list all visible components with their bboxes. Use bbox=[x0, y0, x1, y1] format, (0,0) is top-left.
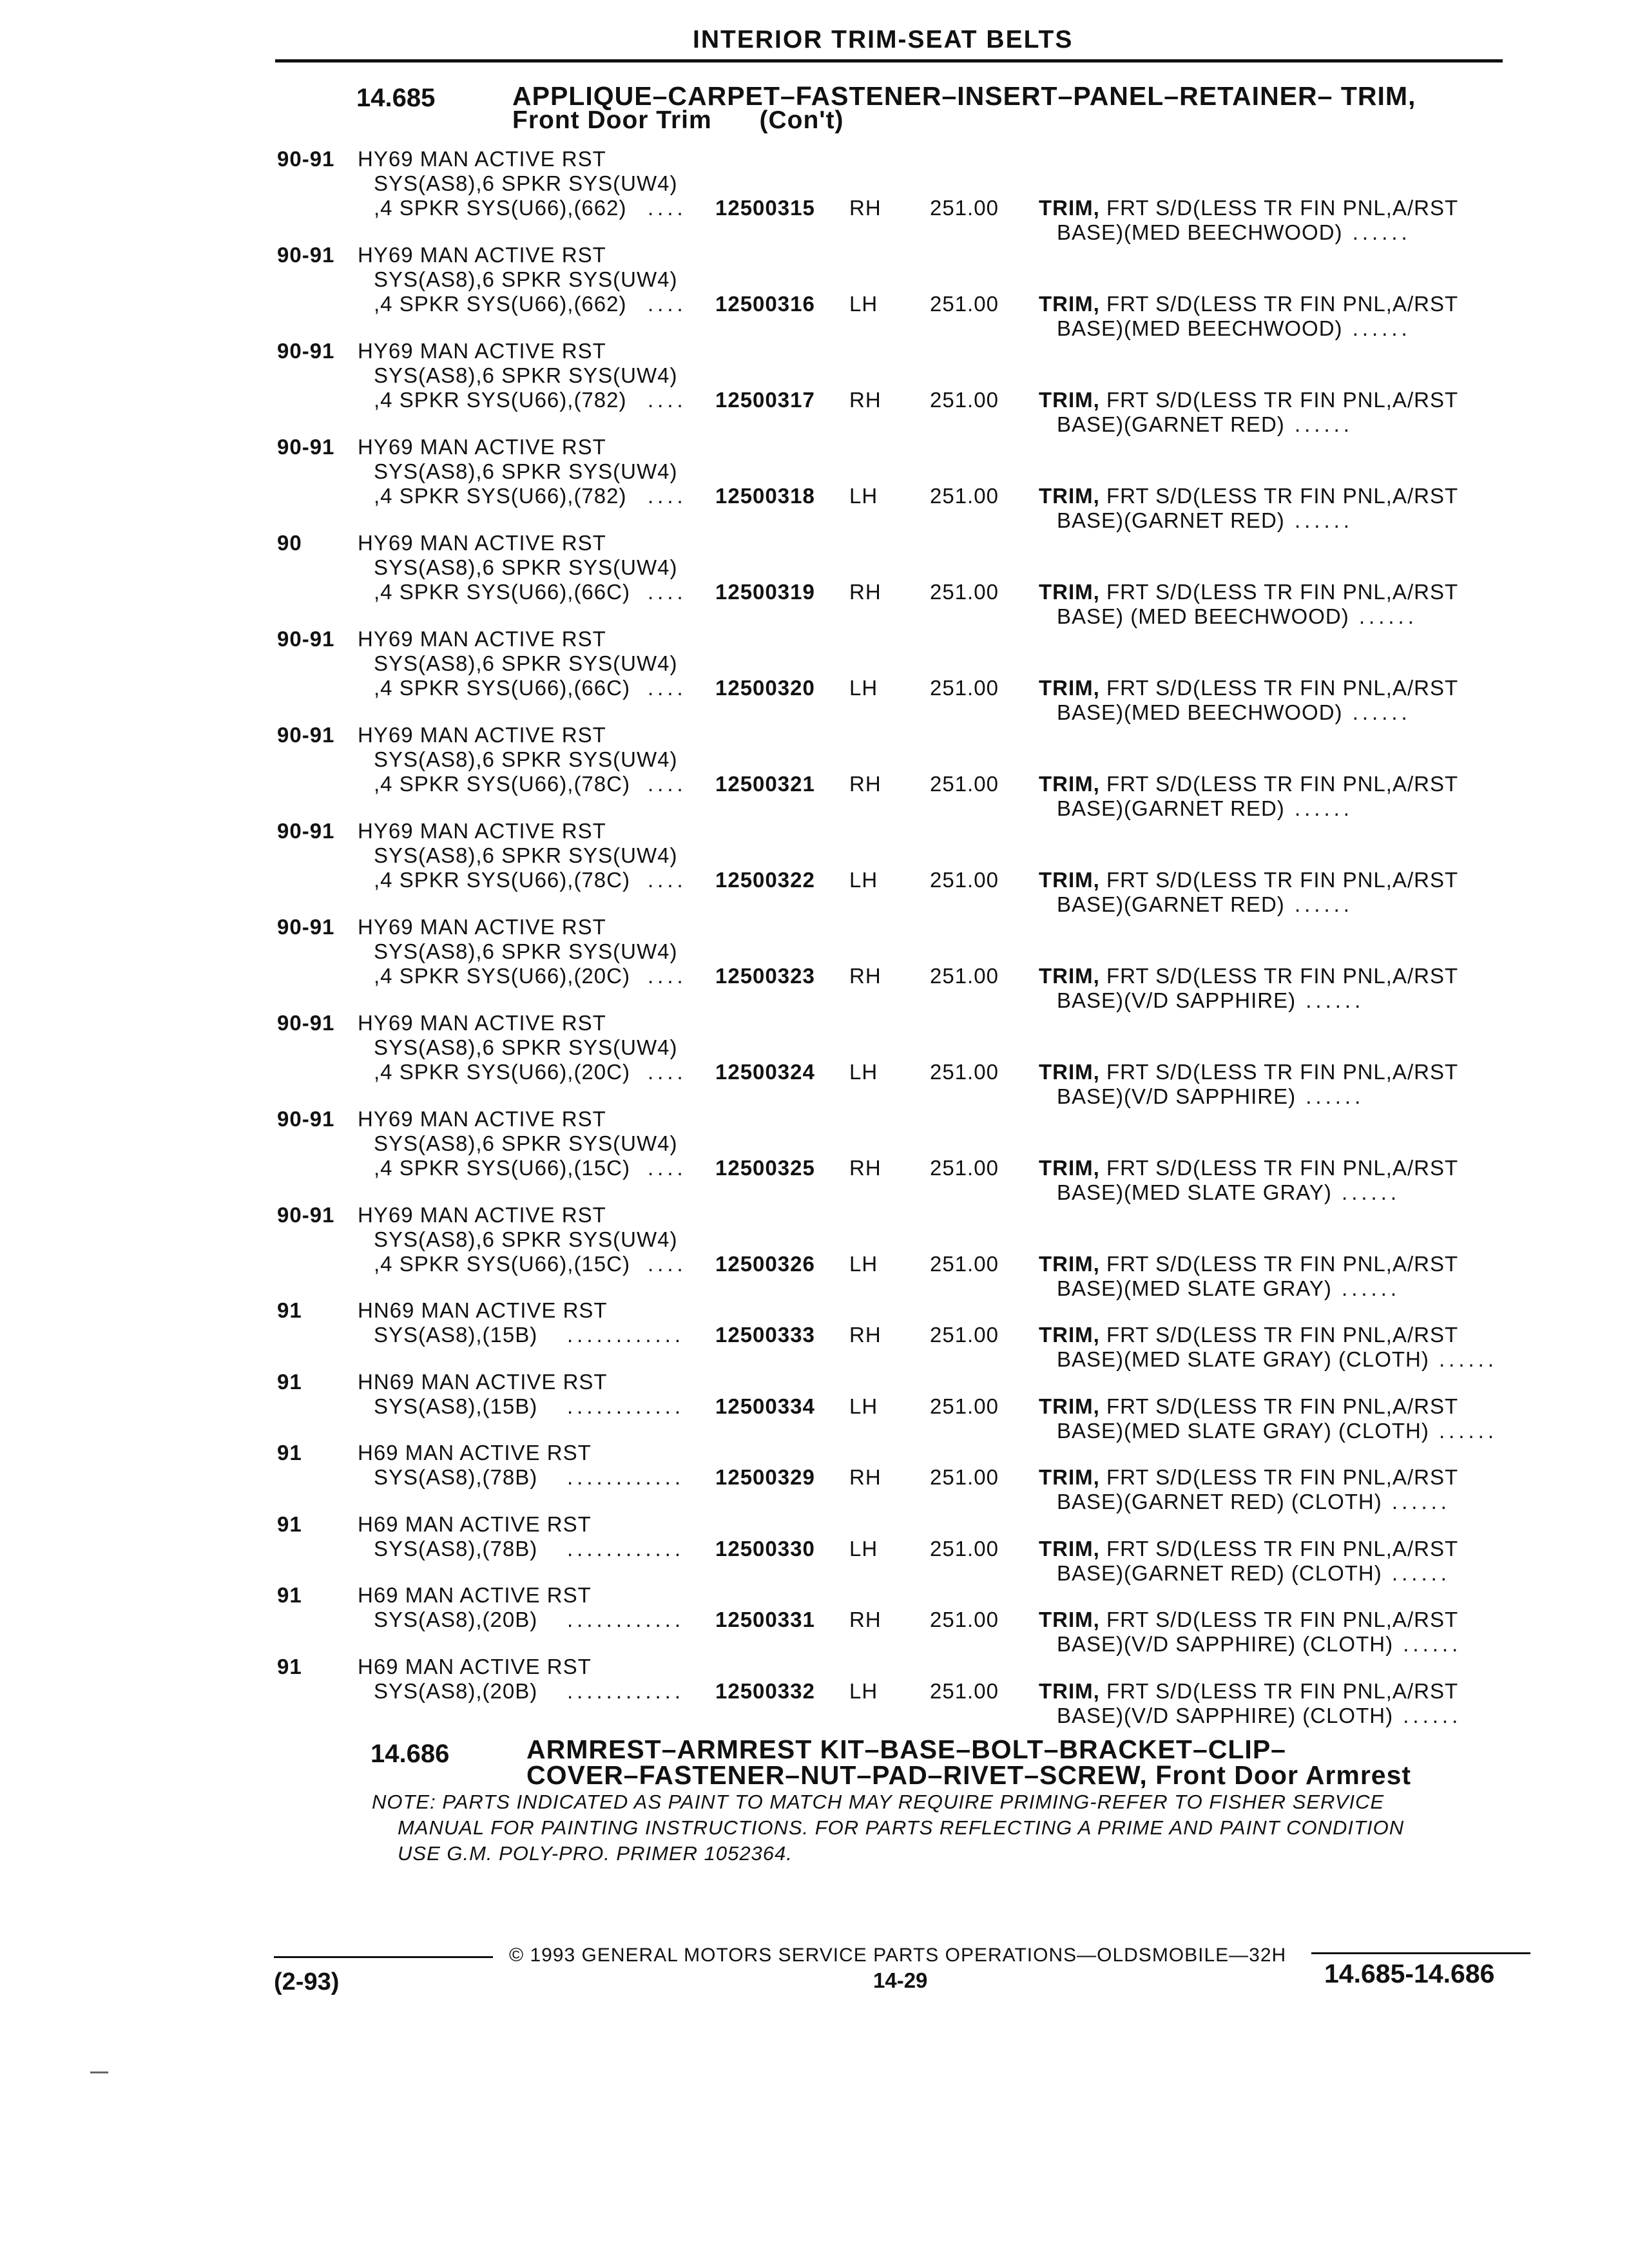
leader-dots: .... bbox=[648, 772, 687, 796]
leader-dots: .... bbox=[648, 1252, 687, 1276]
model-description: ,4 SPKR SYS(U66),(78C) bbox=[374, 868, 630, 892]
part-description-text: BASE)(GARNET RED) (CLOTH) bbox=[1057, 1561, 1382, 1585]
part-description-line1 bbox=[1039, 1465, 1458, 1490]
leader-dots: ...... bbox=[1296, 988, 1365, 1012]
footer-date: (2-93) bbox=[274, 1968, 340, 1995]
part-type: TRIM, bbox=[1039, 1156, 1100, 1180]
part-type: TRIM, bbox=[1039, 196, 1100, 220]
scan-mark bbox=[90, 2071, 108, 2073]
leader-dots: ...... bbox=[1429, 1418, 1498, 1443]
part-description-text: FRT S/D(LESS TR FIN PNL,A/RST bbox=[1106, 292, 1459, 316]
model-year: 90-91 bbox=[277, 915, 335, 939]
part-price: 251.00 bbox=[930, 1465, 999, 1489]
model-description: SYS(AS8),(15B) bbox=[374, 1394, 538, 1418]
part-type: TRIM, bbox=[1039, 964, 1100, 988]
model-description: H69 MAN ACTIVE RST bbox=[358, 1512, 592, 1536]
part-number: 12500330 bbox=[715, 1536, 815, 1561]
part-price: 251.00 bbox=[930, 1060, 999, 1084]
part-description-text: BASE)(MED BEECHWOOD) bbox=[1057, 316, 1343, 340]
part-description-text: FRT S/D(LESS TR FIN PNL,A/RST bbox=[1106, 1678, 1459, 1703]
footer-copyright: © 1993 GENERAL MOTORS SERVICE PARTS OPERATIONS—OLDSMOBILE—32H bbox=[509, 1945, 1287, 1966]
model-description: HN69 MAN ACTIVE RST bbox=[358, 1369, 608, 1394]
model-description: HY69 MAN ACTIVE RST bbox=[358, 339, 606, 363]
part-type: TRIM, bbox=[1039, 292, 1100, 316]
part-description-line1 bbox=[1039, 1537, 1458, 1561]
leader-dots: ...... bbox=[1284, 508, 1353, 532]
part-number: 12500316 bbox=[715, 292, 815, 316]
leader-dots: ............ bbox=[567, 1678, 685, 1703]
part-type: TRIM, bbox=[1039, 1060, 1100, 1084]
part-number: 12500326 bbox=[715, 1252, 815, 1276]
leader-dots: ............ bbox=[567, 1536, 685, 1561]
part-description-text: BASE)(GARNET RED) bbox=[1057, 508, 1285, 532]
part-description-line2 bbox=[1057, 1490, 1451, 1514]
part-description-text: FRT S/D(LESS TR FIN PNL,A/RST bbox=[1106, 1394, 1459, 1418]
part-price: 251.00 bbox=[930, 1156, 999, 1180]
part-description-line2 bbox=[1057, 1632, 1461, 1657]
leader-dots: .... bbox=[648, 1156, 687, 1180]
part-description-line1 bbox=[1039, 1679, 1458, 1704]
model-description: SYS(AS8),(78B) bbox=[374, 1536, 538, 1561]
part-description-line2 bbox=[1057, 1704, 1461, 1728]
leader-dots: .... bbox=[648, 580, 687, 604]
footer-rule-left bbox=[274, 1956, 493, 1958]
leader-dots: ............ bbox=[567, 1608, 685, 1631]
model-year: 90-91 bbox=[277, 147, 335, 171]
part-number: 12500315 bbox=[715, 196, 815, 220]
part-number: 12500329 bbox=[715, 1465, 815, 1489]
part-number: 12500318 bbox=[715, 484, 815, 508]
section-continued-label: (Con't) bbox=[759, 106, 844, 134]
part-description-text: BASE)(MED SLATE GRAY) (CLOTH) bbox=[1057, 1418, 1429, 1443]
part-description-text: FRT S/D(LESS TR FIN PNL,A/RST bbox=[1106, 388, 1459, 412]
model-year: 91 bbox=[277, 1298, 302, 1322]
model-year: 90-91 bbox=[277, 723, 335, 747]
leader-dots: ...... bbox=[1296, 1084, 1365, 1108]
side-indicator: LH bbox=[849, 1252, 878, 1276]
model-description: SYS(AS8),(20B) bbox=[374, 1608, 538, 1631]
part-description-text: FRT S/D(LESS TR FIN PNL,A/RST bbox=[1106, 1536, 1459, 1561]
section-title-line2: COVER–FASTENER–NUT–PAD–RIVET–SCREW, Front Door Armrest bbox=[526, 1760, 1412, 1790]
part-description-text: FRT S/D(LESS TR FIN PNL,A/RST bbox=[1106, 964, 1459, 988]
leader-dots: ...... bbox=[1331, 1276, 1401, 1300]
side-indicator: RH bbox=[849, 1323, 882, 1347]
model-year: 90-91 bbox=[277, 1203, 335, 1227]
part-price: 251.00 bbox=[930, 1394, 999, 1418]
part-type: TRIM, bbox=[1039, 1608, 1100, 1631]
header-rule bbox=[275, 59, 1503, 62]
part-description-line1 bbox=[1039, 1323, 1458, 1347]
leader-dots: ...... bbox=[1342, 700, 1411, 724]
model-description: SYS(AS8),6 SPKR SYS(UW4) bbox=[374, 555, 678, 579]
side-indicator: LH bbox=[849, 484, 878, 508]
section-subtitle bbox=[512, 107, 844, 134]
leader-dots: ...... bbox=[1429, 1347, 1498, 1371]
model-description: H69 MAN ACTIVE RST bbox=[358, 1654, 592, 1678]
part-description-text: FRT S/D(LESS TR FIN PNL,A/RST bbox=[1106, 196, 1459, 220]
part-description-line2 bbox=[1057, 892, 1353, 917]
leader-dots: ............ bbox=[567, 1394, 685, 1418]
part-description-text: BASE)(MED BEECHWOOD) bbox=[1057, 220, 1343, 244]
leader-dots: ...... bbox=[1393, 1703, 1462, 1727]
part-description-line2 bbox=[1057, 1561, 1451, 1586]
part-type: TRIM, bbox=[1039, 772, 1100, 796]
side-indicator: RH bbox=[849, 964, 882, 988]
model-year: 91 bbox=[277, 1512, 302, 1536]
part-description-text: FRT S/D(LESS TR FIN PNL,A/RST bbox=[1106, 1323, 1459, 1347]
part-description-text: BASE)(V/D SAPPHIRE) bbox=[1057, 988, 1296, 1012]
side-indicator: LH bbox=[849, 292, 878, 316]
model-year: 90-91 bbox=[277, 1011, 335, 1035]
part-description-line2 bbox=[1057, 1419, 1498, 1443]
leader-dots: .... bbox=[648, 868, 687, 892]
part-description-line2 bbox=[1057, 988, 1364, 1013]
part-price: 251.00 bbox=[930, 868, 999, 892]
part-description-line2 bbox=[1057, 1084, 1364, 1109]
model-description: H69 MAN ACTIVE RST bbox=[358, 1441, 592, 1465]
part-type: TRIM, bbox=[1039, 484, 1100, 508]
part-number: 12500322 bbox=[715, 868, 815, 892]
footer-page-number: 14-29 bbox=[873, 1968, 928, 1992]
side-indicator: RH bbox=[849, 1608, 882, 1631]
part-description-line2 bbox=[1057, 316, 1411, 341]
part-type: TRIM, bbox=[1039, 388, 1100, 412]
part-description-line2 bbox=[1057, 1276, 1400, 1301]
part-description-text: BASE)(V/D SAPPHIRE) bbox=[1057, 1084, 1296, 1108]
leader-dots: .... bbox=[648, 388, 687, 412]
part-description-text: FRT S/D(LESS TR FIN PNL,A/RST bbox=[1106, 1465, 1459, 1489]
leader-dots: ...... bbox=[1342, 316, 1411, 340]
model-description: SYS(AS8),6 SPKR SYS(UW4) bbox=[374, 651, 678, 675]
model-description: HY69 MAN ACTIVE RST bbox=[358, 1011, 606, 1035]
part-price: 251.00 bbox=[930, 196, 999, 220]
model-description: ,4 SPKR SYS(U66),(15C) bbox=[374, 1156, 630, 1180]
note-line: MANUAL FOR PAINTING INSTRUCTIONS. FOR PARTS REFLECTING A PRIME AND PAINT CONDITION bbox=[398, 1816, 1405, 1839]
model-description: ,4 SPKR SYS(U66),(20C) bbox=[374, 964, 630, 988]
part-description-line2 bbox=[1057, 700, 1411, 725]
model-description: SYS(AS8),6 SPKR SYS(UW4) bbox=[374, 171, 678, 195]
part-description-text: BASE)(GARNET RED) bbox=[1057, 892, 1285, 916]
part-description-line2 bbox=[1057, 508, 1353, 533]
part-number: 12500324 bbox=[715, 1060, 815, 1084]
part-description-text: BASE)(GARNET RED) (CLOTH) bbox=[1057, 1490, 1382, 1514]
model-description: HN69 MAN ACTIVE RST bbox=[358, 1298, 608, 1322]
part-description-text: BASE)(MED BEECHWOOD) bbox=[1057, 700, 1343, 724]
model-description: ,4 SPKR SYS(U66),(782) bbox=[374, 484, 627, 508]
part-number: 12500325 bbox=[715, 1156, 815, 1180]
part-description-text: FRT S/D(LESS TR FIN PNL,A/RST bbox=[1106, 868, 1459, 892]
model-year: 90-91 bbox=[277, 243, 335, 267]
side-indicator: RH bbox=[849, 580, 882, 604]
part-price: 251.00 bbox=[930, 484, 999, 508]
part-description-line1 bbox=[1039, 1060, 1458, 1084]
leader-dots: ...... bbox=[1382, 1561, 1451, 1585]
side-indicator: LH bbox=[849, 1536, 878, 1561]
part-description-line2 bbox=[1057, 412, 1353, 437]
section-number: 14.686 bbox=[371, 1740, 450, 1768]
part-price: 251.00 bbox=[930, 388, 999, 412]
model-description: SYS(AS8),6 SPKR SYS(UW4) bbox=[374, 1131, 678, 1155]
model-description: ,4 SPKR SYS(U66),(662) bbox=[374, 292, 627, 316]
part-price: 251.00 bbox=[930, 964, 999, 988]
part-description-line1 bbox=[1039, 388, 1458, 412]
section-title-line1: ARMREST–ARMREST KIT–BASE–BOLT–BRACKET–CLIP– bbox=[526, 1735, 1286, 1764]
leader-dots: .... bbox=[648, 1060, 687, 1084]
part-type: TRIM, bbox=[1039, 1394, 1100, 1418]
part-description-text: BASE)(MED SLATE GRAY) bbox=[1057, 1180, 1332, 1204]
leader-dots: .... bbox=[648, 676, 687, 700]
model-description: HY69 MAN ACTIVE RST bbox=[358, 915, 606, 939]
leader-dots: ...... bbox=[1331, 1180, 1401, 1204]
leader-dots: ...... bbox=[1393, 1632, 1462, 1656]
part-description-line1 bbox=[1039, 868, 1458, 892]
part-description-text: FRT S/D(LESS TR FIN PNL,A/RST bbox=[1106, 1252, 1459, 1276]
model-description: SYS(AS8),6 SPKR SYS(UW4) bbox=[374, 267, 678, 291]
section-number: 14.685 bbox=[356, 84, 436, 112]
model-description: SYS(AS8),(15B) bbox=[374, 1323, 538, 1347]
part-price: 251.00 bbox=[930, 1608, 999, 1631]
part-price: 251.00 bbox=[930, 1536, 999, 1561]
part-type: TRIM, bbox=[1039, 1252, 1100, 1276]
side-indicator: RH bbox=[849, 1156, 882, 1180]
note-line: USE G.M. POLY-PRO. PRIMER 1052364. bbox=[398, 1842, 793, 1865]
model-description: HY69 MAN ACTIVE RST bbox=[358, 435, 606, 459]
side-indicator: LH bbox=[849, 1678, 878, 1703]
part-number: 12500331 bbox=[715, 1608, 815, 1631]
side-indicator: LH bbox=[849, 1060, 878, 1084]
part-description-line1 bbox=[1039, 484, 1458, 508]
part-type: TRIM, bbox=[1039, 1323, 1100, 1347]
part-number: 12500320 bbox=[715, 676, 815, 700]
model-description: SYS(AS8),6 SPKR SYS(UW4) bbox=[374, 459, 678, 483]
side-indicator: RH bbox=[849, 1465, 882, 1489]
model-description: HY69 MAN ACTIVE RST bbox=[358, 627, 606, 651]
model-description: SYS(AS8),6 SPKR SYS(UW4) bbox=[374, 1035, 678, 1059]
part-description-text: FRT S/D(LESS TR FIN PNL,A/RST bbox=[1106, 1156, 1459, 1180]
leader-dots: .... bbox=[648, 964, 687, 988]
part-type: TRIM, bbox=[1039, 1678, 1100, 1703]
footer-section-range: 14.685-14.686 bbox=[1324, 1959, 1495, 1988]
part-description-line2 bbox=[1057, 1180, 1400, 1205]
section-title-line1: APPLIQUE–CARPET–FASTENER–INSERT–PANEL–RETAINER– TRIM, bbox=[512, 81, 1416, 111]
model-year: 90-91 bbox=[277, 339, 335, 363]
leader-dots: ...... bbox=[1284, 412, 1353, 436]
side-indicator: LH bbox=[849, 676, 878, 700]
leader-dots: ...... bbox=[1284, 892, 1353, 916]
model-description: HY69 MAN ACTIVE RST bbox=[358, 723, 606, 747]
model-description: SYS(AS8),6 SPKR SYS(UW4) bbox=[374, 939, 678, 963]
part-description-line1 bbox=[1039, 1608, 1458, 1632]
part-description-line2 bbox=[1057, 1347, 1498, 1372]
model-description: SYS(AS8),6 SPKR SYS(UW4) bbox=[374, 363, 678, 387]
model-description: HY69 MAN ACTIVE RST bbox=[358, 819, 606, 843]
side-indicator: LH bbox=[849, 1394, 878, 1418]
part-number: 12500333 bbox=[715, 1323, 815, 1347]
leader-dots: ...... bbox=[1284, 796, 1353, 820]
footer-rule-right bbox=[1311, 1952, 1530, 1954]
model-description: HY69 MAN ACTIVE RST bbox=[358, 1107, 606, 1131]
part-type: TRIM, bbox=[1039, 868, 1100, 892]
side-indicator: RH bbox=[849, 772, 882, 796]
model-description: HY69 MAN ACTIVE RST bbox=[358, 531, 606, 555]
model-description: SYS(AS8),6 SPKR SYS(UW4) bbox=[374, 747, 678, 771]
part-description-text: BASE)(MED SLATE GRAY) (CLOTH) bbox=[1057, 1347, 1429, 1371]
model-year: 91 bbox=[277, 1441, 302, 1465]
leader-dots: .... bbox=[648, 196, 687, 220]
part-number: 12500317 bbox=[715, 388, 815, 412]
part-type: TRIM, bbox=[1039, 580, 1100, 604]
part-price: 251.00 bbox=[930, 772, 999, 796]
model-description: ,4 SPKR SYS(U66),(20C) bbox=[374, 1060, 630, 1084]
part-price: 251.00 bbox=[930, 1252, 999, 1276]
model-description: HY69 MAN ACTIVE RST bbox=[358, 243, 606, 267]
part-description-text: BASE)(GARNET RED) bbox=[1057, 796, 1285, 820]
part-description-line1 bbox=[1039, 964, 1458, 988]
part-number: 12500319 bbox=[715, 580, 815, 604]
part-description-line2 bbox=[1057, 604, 1418, 629]
part-description-text: BASE)(V/D SAPPHIRE) (CLOTH) bbox=[1057, 1703, 1394, 1727]
part-number: 12500323 bbox=[715, 964, 815, 988]
leader-dots: ............ bbox=[567, 1465, 685, 1489]
model-description: ,4 SPKR SYS(U66),(78C) bbox=[374, 772, 630, 796]
part-description-line1 bbox=[1039, 580, 1458, 604]
leader-dots: ...... bbox=[1382, 1490, 1451, 1514]
side-indicator: RH bbox=[849, 388, 882, 412]
part-type: TRIM, bbox=[1039, 1465, 1100, 1489]
model-year: 91 bbox=[277, 1369, 302, 1394]
model-description: ,4 SPKR SYS(U66),(66C) bbox=[374, 580, 630, 604]
model-description: SYS(AS8),6 SPKR SYS(UW4) bbox=[374, 1227, 678, 1251]
part-description-line2 bbox=[1057, 220, 1411, 245]
part-description-line1 bbox=[1039, 1394, 1458, 1419]
side-indicator: LH bbox=[849, 868, 878, 892]
model-description: SYS(AS8),(78B) bbox=[374, 1465, 538, 1489]
part-price: 251.00 bbox=[930, 1678, 999, 1703]
part-number: 12500334 bbox=[715, 1394, 815, 1418]
part-description-line1 bbox=[1039, 292, 1458, 316]
leader-dots: ............ bbox=[567, 1323, 685, 1347]
side-indicator: RH bbox=[849, 196, 882, 220]
model-year: 90 bbox=[277, 531, 302, 555]
part-description-text: FRT S/D(LESS TR FIN PNL,A/RST bbox=[1106, 772, 1459, 796]
part-number: 12500321 bbox=[715, 772, 815, 796]
model-description: ,4 SPKR SYS(U66),(66C) bbox=[374, 676, 630, 700]
model-description: HY69 MAN ACTIVE RST bbox=[358, 1203, 606, 1227]
part-price: 251.00 bbox=[930, 676, 999, 700]
model-year: 90-91 bbox=[277, 435, 335, 459]
model-year: 91 bbox=[277, 1583, 302, 1607]
model-description: H69 MAN ACTIVE RST bbox=[358, 1583, 592, 1607]
part-type: TRIM, bbox=[1039, 676, 1100, 700]
model-description: SYS(AS8),(20B) bbox=[374, 1678, 538, 1703]
part-price: 251.00 bbox=[930, 1323, 999, 1347]
part-description-text: FRT S/D(LESS TR FIN PNL,A/RST bbox=[1106, 1608, 1459, 1631]
model-description: ,4 SPKR SYS(U66),(782) bbox=[374, 388, 627, 412]
leader-dots: .... bbox=[648, 292, 687, 316]
part-price: 251.00 bbox=[930, 580, 999, 604]
leader-dots: .... bbox=[648, 484, 687, 508]
model-year: 90-91 bbox=[277, 627, 335, 651]
part-description-text: FRT S/D(LESS TR FIN PNL,A/RST bbox=[1106, 676, 1459, 700]
note-line: NOTE: PARTS INDICATED AS PAINT TO MATCH MAY REQUIRE PRIMING-REFER TO FISHER SERVICE bbox=[372, 1791, 1385, 1813]
part-description-text: BASE) (MED BEECHWOOD) bbox=[1057, 604, 1349, 628]
model-description: ,4 SPKR SYS(U66),(15C) bbox=[374, 1252, 630, 1276]
model-year: 90-91 bbox=[277, 1107, 335, 1131]
part-number: 12500332 bbox=[715, 1678, 815, 1703]
part-description-line1 bbox=[1039, 196, 1458, 220]
part-description-text: BASE)(MED SLATE GRAY) bbox=[1057, 1276, 1332, 1300]
section-subtitle-text: Front Door Trim bbox=[512, 106, 712, 134]
part-description-line2 bbox=[1057, 796, 1353, 821]
model-description: HY69 MAN ACTIVE RST bbox=[358, 147, 606, 171]
part-description-text: FRT S/D(LESS TR FIN PNL,A/RST bbox=[1106, 1060, 1459, 1084]
model-year: 90-91 bbox=[277, 819, 335, 843]
part-description-text: FRT S/D(LESS TR FIN PNL,A/RST bbox=[1106, 484, 1459, 508]
model-year: 91 bbox=[277, 1654, 302, 1678]
part-description-text: BASE)(V/D SAPPHIRE) (CLOTH) bbox=[1057, 1632, 1394, 1656]
model-description: SYS(AS8),6 SPKR SYS(UW4) bbox=[374, 843, 678, 867]
part-description-line1 bbox=[1039, 1156, 1458, 1180]
part-type: TRIM, bbox=[1039, 1536, 1100, 1561]
paint-note bbox=[372, 1789, 1532, 1867]
part-price: 251.00 bbox=[930, 292, 999, 316]
part-description-line1 bbox=[1039, 1252, 1458, 1276]
leader-dots: ...... bbox=[1349, 604, 1418, 628]
part-description-line1 bbox=[1039, 676, 1458, 700]
part-description-text: BASE)(GARNET RED) bbox=[1057, 412, 1285, 436]
model-description: ,4 SPKR SYS(U66),(662) bbox=[374, 196, 627, 220]
leader-dots: ...... bbox=[1342, 220, 1411, 244]
part-description-text: FRT S/D(LESS TR FIN PNL,A/RST bbox=[1106, 580, 1459, 604]
page-header-title: INTERIOR TRIM-SEAT BELTS bbox=[693, 26, 1074, 53]
part-description-line1 bbox=[1039, 772, 1458, 796]
